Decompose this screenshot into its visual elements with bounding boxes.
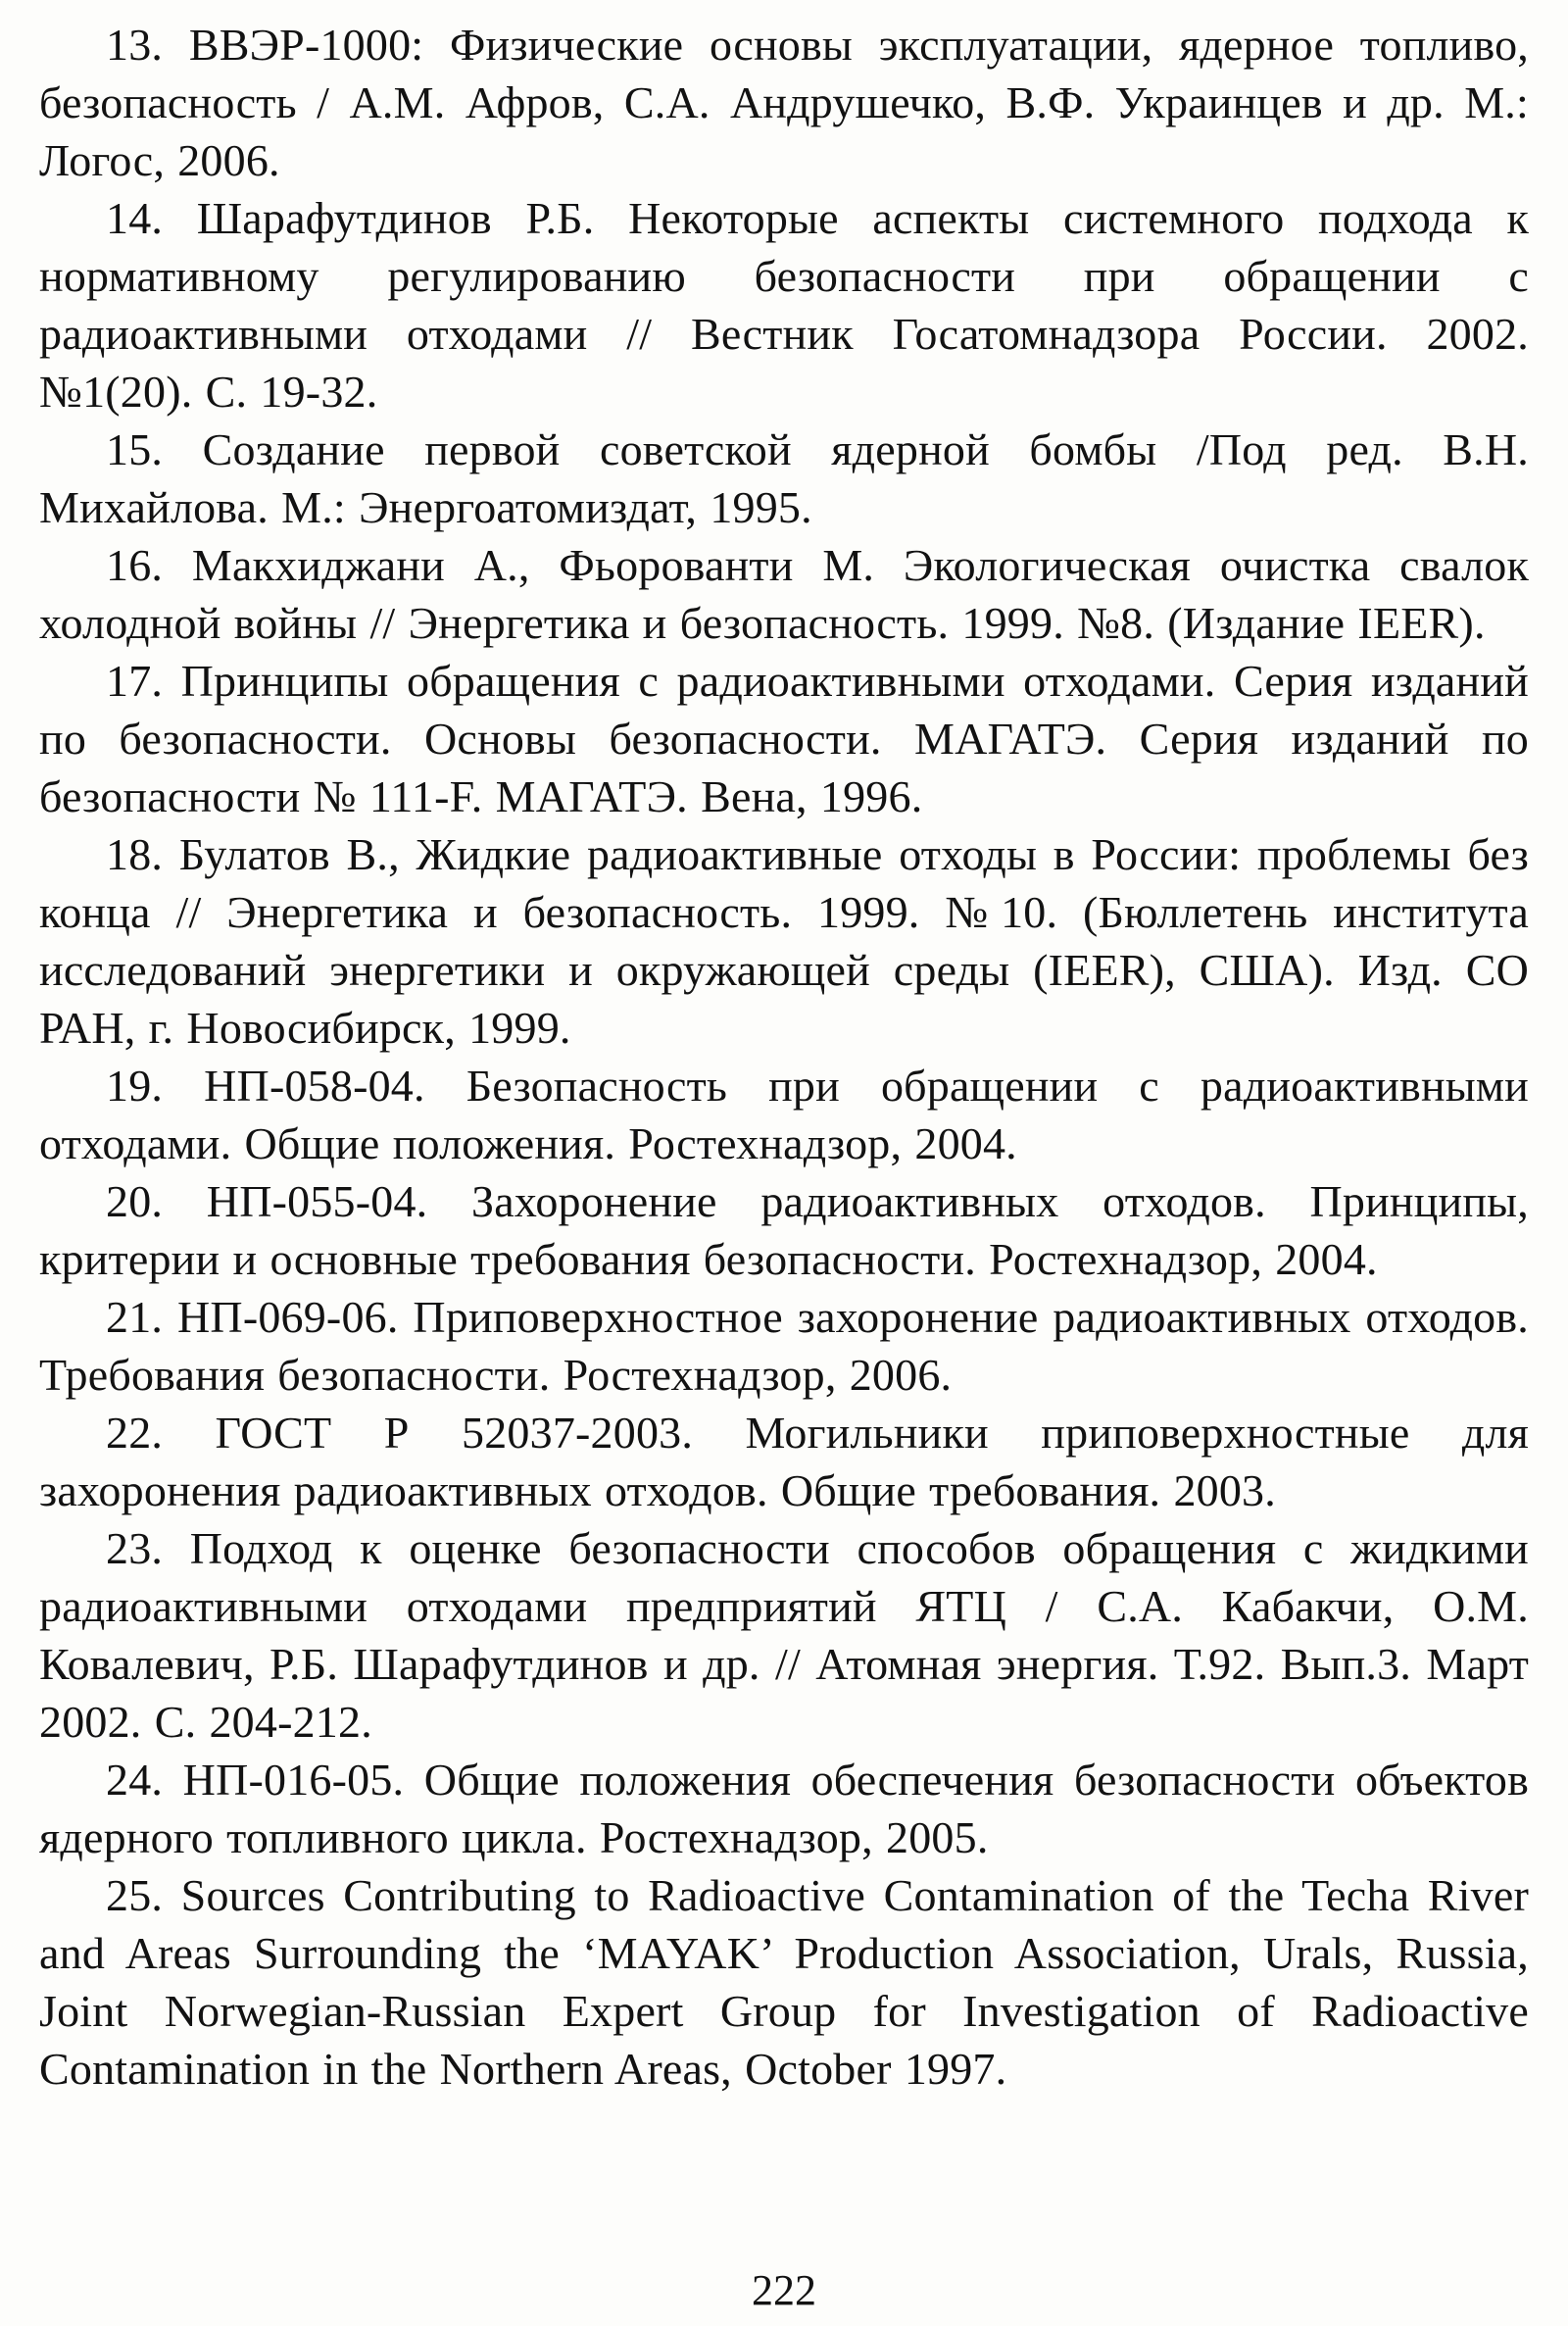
reference-item: 19. НП-058-04. Безопасность при обращении с радиоактивными отходами. Общие положения. Ростехнадзор, 2004. [39,1061,1529,1168]
reference-item: 14. Шарафутдинов Р.Б. Некоторые аспекты системного подхода к нормативному регулированию безопасности при обращении с радиоактивными отходами // Вестник Госатомнадзора России. 2002. №1(20). С. 19-32. [39,193,1529,417]
reference-item: 13. ВВЭР-1000: Физические основы эксплуатации, ядерное топливо, безопасность / А.М. Афров, С.А. Андрушечко, В.Ф. Украинцев и др. М.: Логос, 2006. [39,20,1529,185]
reference-item: 20. НП-055-04. Захоронение радиоактивных отходов. Принципы, критерии и основные требования безопасности. Ростехнадзор, 2004. [39,1176,1529,1284]
reference-item: 22. ГОСТ Р 52037-2003. Могильники приповерхностные для захоронения радиоактивных отходов. Общие требования. 2003. [39,1408,1529,1515]
reference-item: 18. Булатов В., Жидкие радиоактивные отходы в России: проблемы без конца // Энергетика и безопасность. 1999. №10. (Бюллетень института исследований энергетики и окружающей среды (IEER), США). Изд. СО РАН, г. Новосибирск, 1999. [39,829,1529,1053]
reference-item: 15. Создание первой советской ядерной бомбы /Под ред. В.Н. Михайлова. М.: Энергоатомиздат, 1995. [39,424,1529,532]
reference-item: 21. НП-069-06. Приповерхностное захоронение радиоактивных отходов. Требования безопасности. Ростехнадзор, 2006. [39,1292,1529,1400]
reference-item: 23. Подход к оценке безопасности способов обращения с жидкими радиоактивными отходами предприятий ЯТЦ / С.А. Кабакчи, О.М. Ковалевич, Р.Б. Шарафутдинов и др. // Атомная энергия. Т.92. Вып.3. Март 2002. С. 204-212. [39,1523,1529,1747]
reference-item: 25. Sources Contributing to Radioactive Contamination of the Techa River and Areas Surrounding the ‘MAYAK’ Production Association, Urals, Russia, Joint Norwegian-Russian Expert Group for Investigation of Radioactive Contamination in the Northern Areas, October 1997. [39,1870,1529,2094]
page-number: 222 [752,2266,816,2314]
reference-item: 16. Макхиджани А., Фьорованти М. Экологическая очистка свалок холодной войны // Энергетика и безопасность. 1999. №8. (Издание IEER). [39,540,1529,648]
reference-item: 17. Принципы обращения с радиоактивными отходами. Серия изданий по безопасности. Основы безопасности. МАГАТЭ. Серия изданий по безопасности № 111-F. МАГАТЭ. Вена, 1996. [39,656,1529,821]
reference-item: 24. НП-016-05. Общие положения обеспечения безопасности объектов ядерного топливного цикла. Ростехнадзор, 2005. [39,1755,1529,1862]
reference-list [39,16,1529,2098]
